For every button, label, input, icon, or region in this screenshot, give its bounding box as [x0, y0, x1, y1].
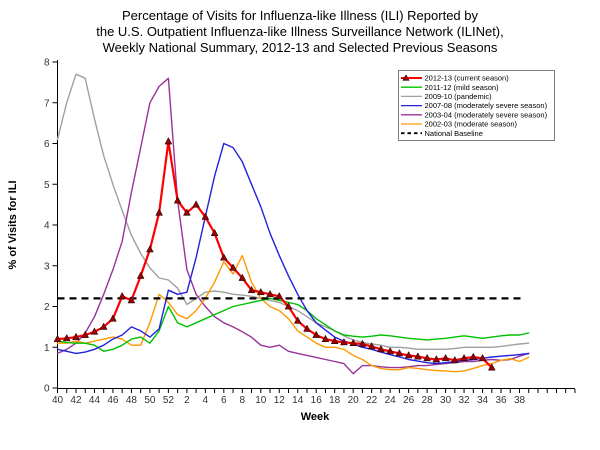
x-tick-label: 4	[202, 395, 209, 406]
legend-label-2009-10: 2009-10 (pandemic)	[424, 92, 492, 101]
x-tick-label: 32	[458, 395, 470, 406]
y-tick-label: 2	[43, 302, 50, 313]
legend-label-2003-04: 2003-04 (moderately severe season)	[424, 110, 548, 120]
x-axis-title: Week	[300, 411, 330, 423]
x-tick-label: 20	[347, 395, 359, 406]
legend-label-national-baseline: National Baseline	[424, 128, 483, 138]
x-tick-label: 24	[384, 395, 396, 406]
triangle-marker	[137, 272, 144, 278]
triangle-marker	[220, 254, 227, 260]
x-tick-label: 42	[70, 395, 82, 406]
x-tick-label: 52	[162, 395, 174, 406]
triangle-marker	[174, 197, 181, 203]
x-tick-label: 22	[366, 395, 378, 406]
x-tick-label: 12	[273, 395, 285, 406]
y-tick-label: 0	[43, 383, 50, 395]
triangle-marker	[147, 246, 154, 252]
chart-title-line-3: Weekly National Summary, 2012-13 and Selected Previous Seasons	[102, 40, 498, 55]
x-tick-label: 50	[144, 395, 156, 406]
y-tick-label: 4	[43, 220, 50, 232]
y-tick-label: 8	[43, 57, 50, 69]
x-tick-label: 2	[184, 395, 190, 406]
triangle-marker	[156, 209, 163, 215]
x-tick-label: 40	[51, 395, 64, 406]
triangle-marker	[110, 315, 117, 321]
x-tick-label: 8	[239, 395, 246, 406]
x-tick-label: 38	[513, 395, 526, 406]
x-tick-label: 36	[495, 395, 507, 406]
x-tick-label: 14	[292, 395, 304, 406]
y-tick-label: 7	[43, 98, 50, 110]
triangle-marker	[119, 293, 126, 299]
x-tick-label: 10	[255, 395, 267, 406]
legend	[399, 71, 555, 141]
legend-label-2011-12: 2011-12 (mild season)	[424, 82, 499, 92]
x-tick-label: 30	[440, 395, 452, 406]
x-tick-label: 16	[310, 395, 322, 406]
x-tick-label: 44	[88, 395, 101, 406]
x-tick-label: 6	[221, 395, 227, 406]
y-axis-title: % of Visits for ILI	[7, 180, 19, 270]
x-tick-label: 46	[107, 395, 119, 406]
x-tick-label: 48	[125, 395, 137, 406]
triangle-marker	[165, 138, 172, 144]
x-tick-label: 28	[421, 395, 433, 406]
line-2007-08	[58, 144, 529, 364]
y-tick-label: 5	[43, 179, 50, 191]
y-tick-label: 3	[43, 261, 50, 273]
x-tick-label: 18	[329, 395, 341, 406]
y-tick-label: 1	[43, 342, 50, 354]
legend-label-2012-13: 2012-13 (current season)	[424, 73, 509, 83]
chart-title-line-2: the U.S. Outpatient Influenza-like Illness Surveillance Network (ILINet),	[96, 24, 504, 39]
x-tick-label: 26	[403, 395, 415, 406]
legend-label-2007-08: 2007-08 (moderately severe season)	[424, 101, 548, 111]
x-tick-label: 34	[476, 395, 489, 406]
y-tick-label: 6	[43, 139, 50, 150]
legend-label-2002-03: 2002-03 (moderate season)	[424, 119, 518, 129]
chart-title-line-1: Percentage of Visits for Influenza-like Illness (ILI) Reported by	[122, 8, 478, 23]
triangle-marker	[193, 201, 200, 207]
